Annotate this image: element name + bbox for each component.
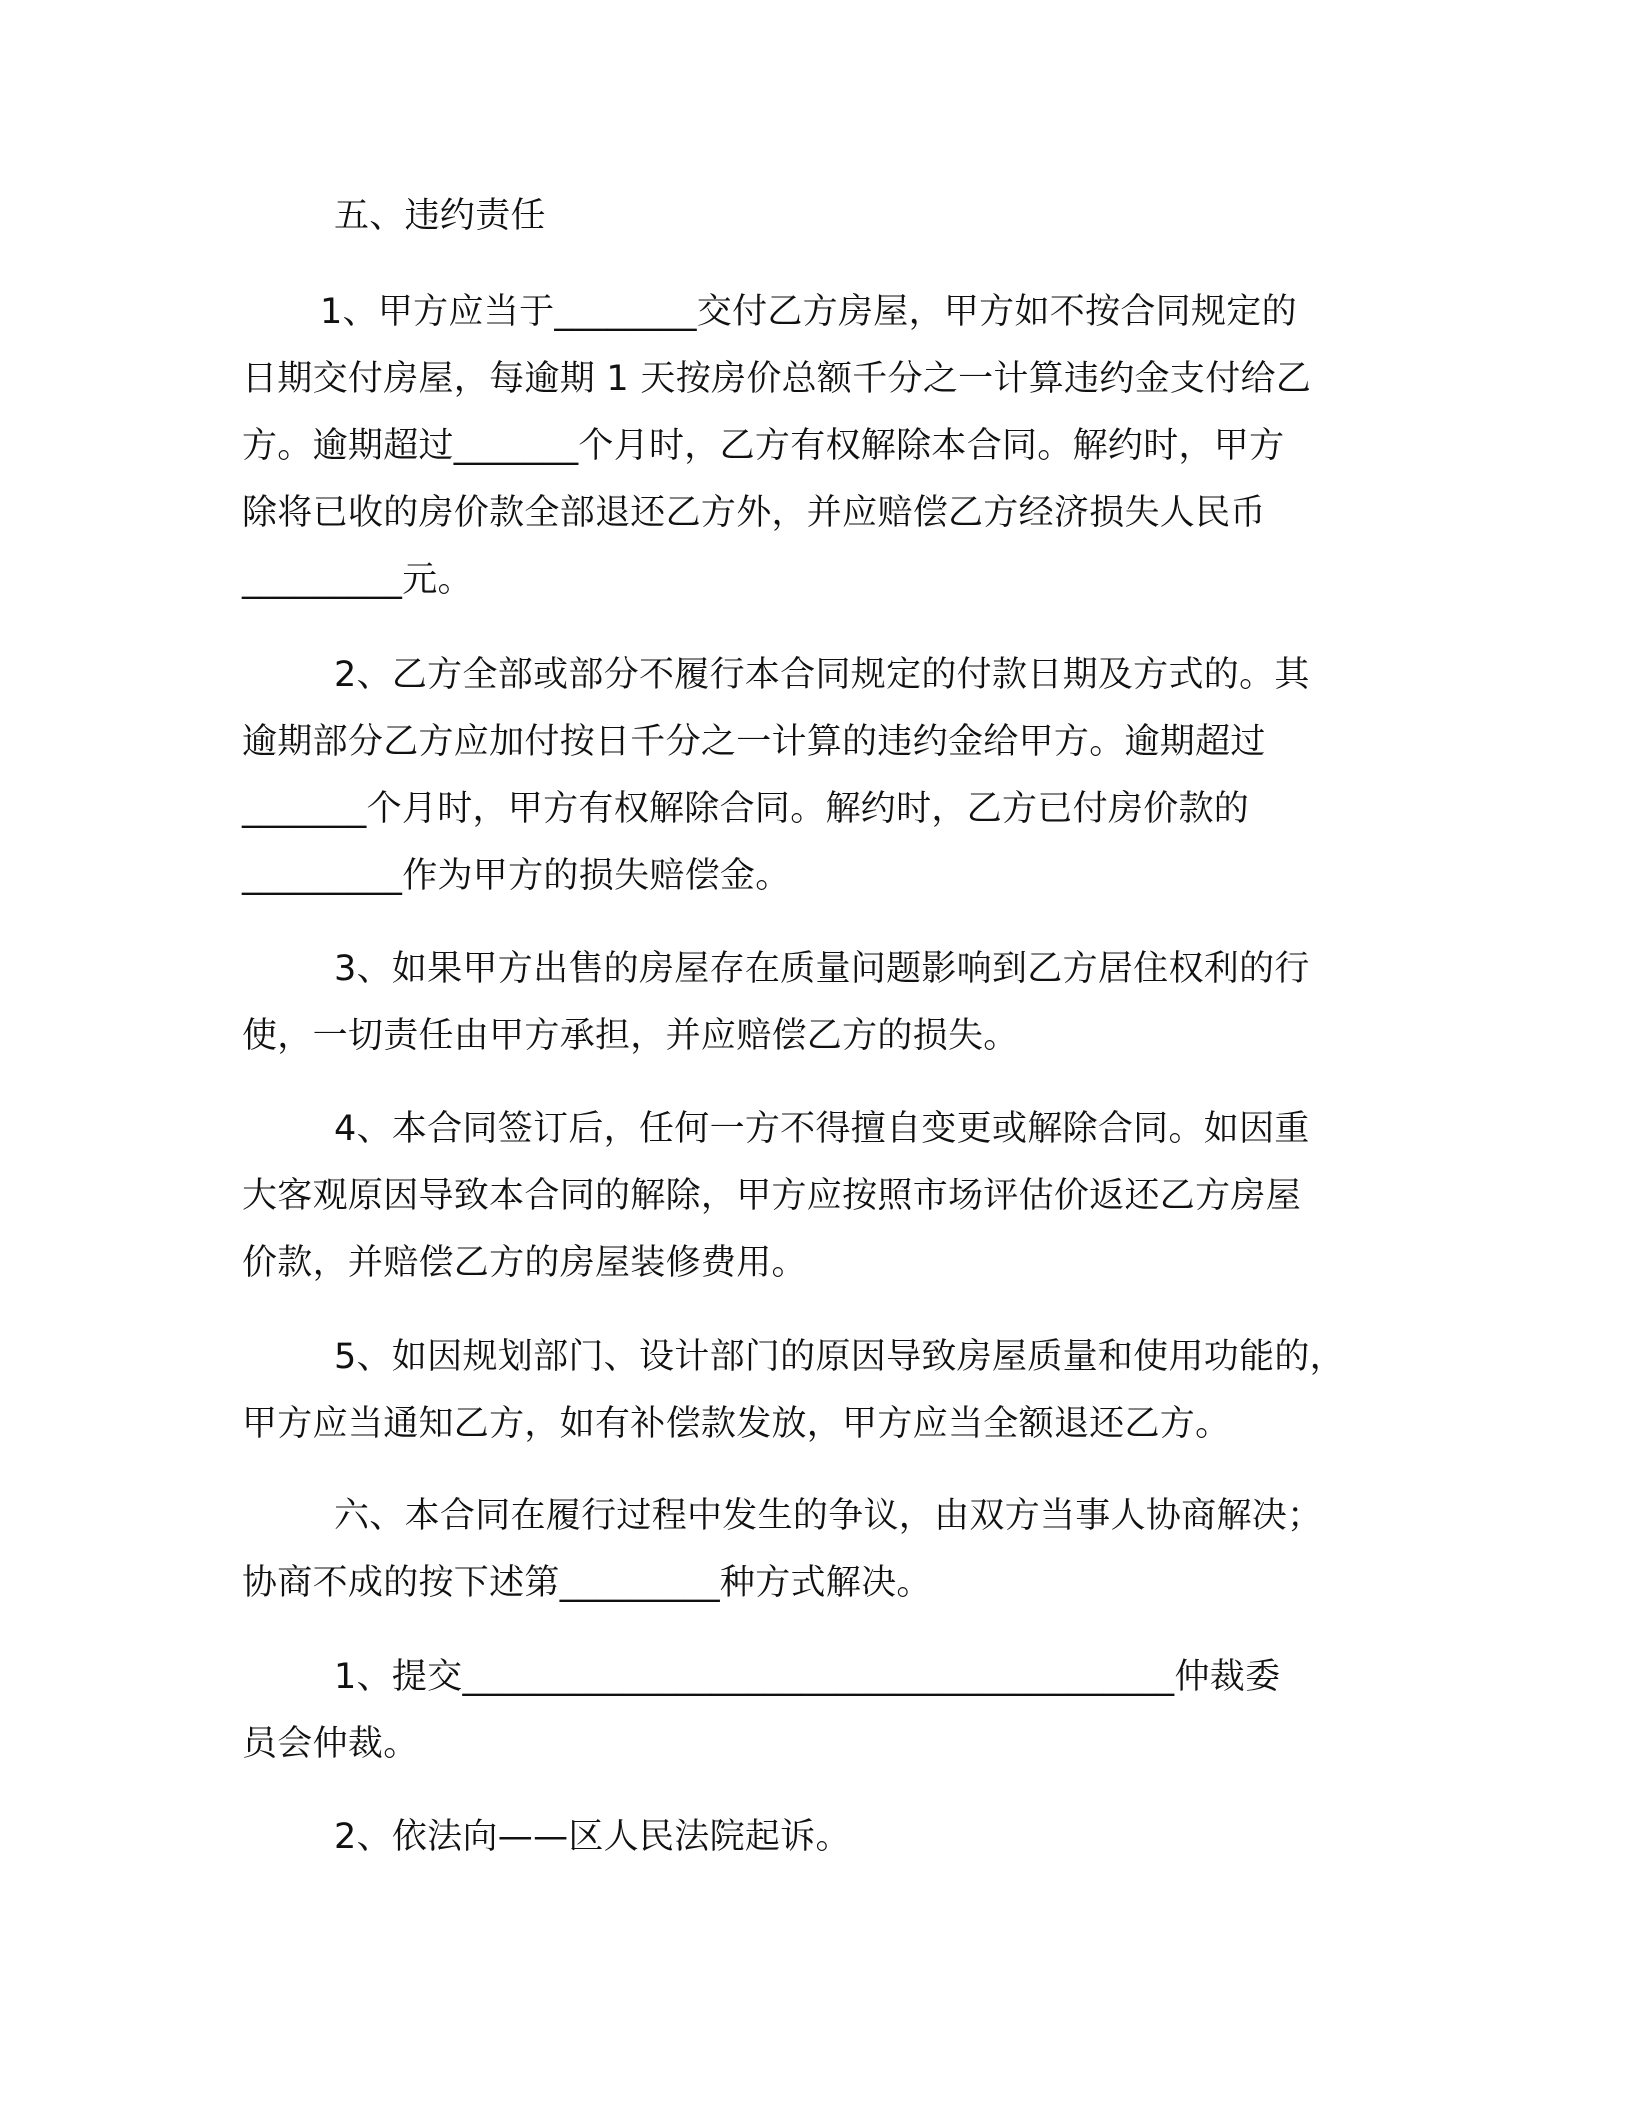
clause-2-line-1: 2、乙方全部或部分不履行本合同规定的付款日期及方式的。其 — [334, 655, 1310, 695]
clause-2-line-3: _______个月时，甲方有权解除合同。解约时，乙方已付房价款的 — [242, 789, 1250, 829]
clause-2-line-4: _________作为甲方的损失赔偿金。 — [242, 856, 791, 896]
dispute-option-1-line-2: 员会仲裁。 — [242, 1724, 419, 1764]
clause-2-line-2: 逾期部分乙方应加付按日千分之一计算的违约金给甲方。逾期超过 — [242, 722, 1266, 762]
dispute-option-1-line-1: 1、提交________________________________________仲裁委 — [334, 1657, 1281, 1697]
clause-1-line-5: _________元。 — [242, 560, 473, 600]
clause-1-line-3: 方。逾期超过_______个月时，乙方有权解除本合同。解约时，甲方 — [242, 426, 1285, 466]
section-six-line-1: 六、本合同在履行过程中发生的争议，由双方当事人协商解决； — [334, 1496, 1323, 1536]
clause-3-line-1: 3、如果甲方出售的房屋存在质量问题影响到乙方居住权利的行 — [334, 949, 1310, 989]
clause-1-line-2: 日期交付房屋，每逾期 1 天按房价总额千分之一计算违约金支付给乙 — [242, 359, 1312, 399]
clause-1-line-1: 1、甲方应当于________交付乙方房屋，甲方如不按合同规定的 — [320, 292, 1297, 332]
clause-3-line-2: 使，一切责任由甲方承担，并应赔偿乙方的损失。 — [242, 1016, 1019, 1056]
clause-4-line-3: 价款，并赔偿乙方的房屋装修费用。 — [242, 1243, 807, 1283]
clause-1-line-4: 除将已收的房价款全部退还乙方外，并应赔偿乙方经济损失人民币 — [242, 493, 1266, 533]
dispute-option-2: 2、依法向——区人民法院起诉。 — [334, 1817, 851, 1857]
clause-5-line-1: 5、如因规划部门、设计部门的原因导致房屋质量和使用功能的， — [334, 1337, 1345, 1377]
clause-4-line-2: 大客观原因导致本合同的解除，甲方应按照市场评估价返还乙方房屋 — [242, 1176, 1302, 1216]
clause-4-line-1: 4、本合同签订后，任何一方不得擅自变更或解除合同。如因重 — [334, 1109, 1310, 1149]
clause-5-line-2: 甲方应当通知乙方，如有补偿款发放，甲方应当全额退还乙方。 — [242, 1404, 1231, 1444]
section-six-line-2: 协商不成的按下述第_________种方式解决。 — [242, 1563, 932, 1603]
section-heading-breach: 五、违约责任 — [334, 196, 546, 236]
